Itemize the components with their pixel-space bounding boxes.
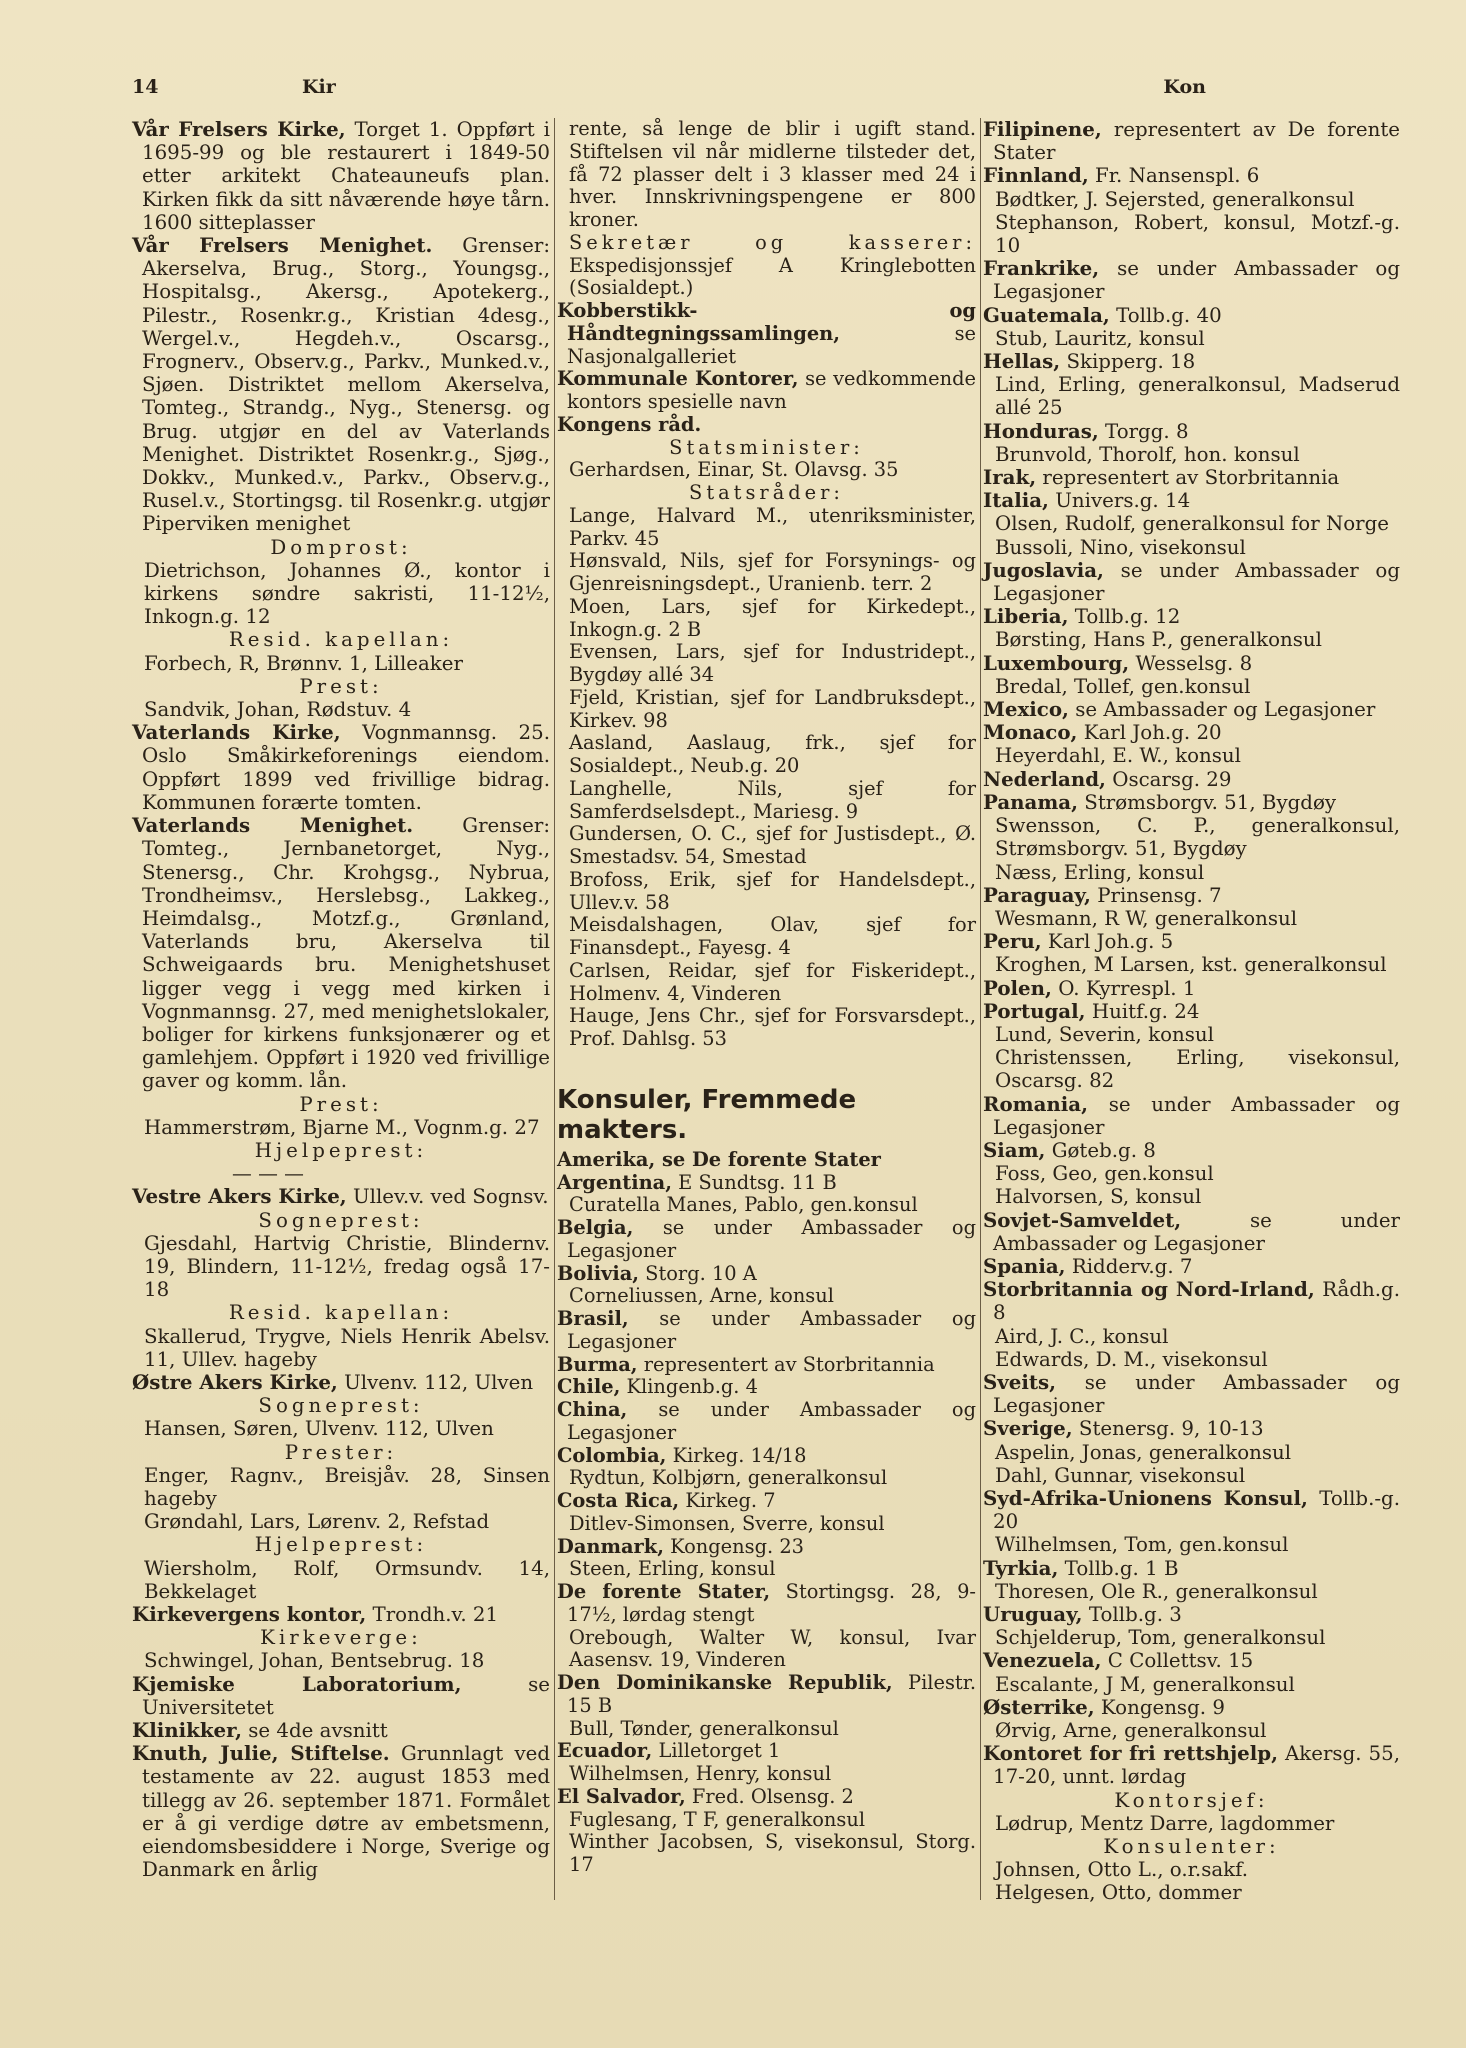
- directory-entry: [983, 118, 1400, 164]
- person-line: Halvorsen, S, konsul: [995, 1185, 1202, 1209]
- entry-name: Kirkevergens kontor,: [132, 1602, 367, 1626]
- person-line: Langhelle, Nils, sjef for Samferdselsdept., Mariesg. 9: [569, 776, 976, 823]
- entry-name: Jugoslavia,: [983, 557, 1104, 582]
- entry-text: Fred. Olsensg. 2: [685, 1784, 854, 1808]
- entry-text: representert av Storbritannia: [637, 1352, 935, 1376]
- entry-text: Tollb.g. 1 B: [1058, 1556, 1179, 1580]
- person-line: Bussoli, Nino, visekonsul: [995, 535, 1246, 559]
- directory-entry: [983, 164, 1400, 187]
- entry-text: Ulvenv. 112, Ulven: [337, 1370, 534, 1394]
- entry-name: Guatemala,: [983, 302, 1110, 327]
- entry-text: Torgg. 8: [1098, 419, 1189, 443]
- entry-text: se under Ambassader og Legasjoner: [993, 1208, 1400, 1255]
- person-line: Bredal, Tollef, gen.konsul: [995, 674, 1251, 698]
- entry-name: Brasil,: [557, 1307, 629, 1330]
- entry-name: Frankrike,: [983, 256, 1100, 281]
- directory-entry: [557, 300, 976, 368]
- person-line: Sandvik, Johan, Rødstuv. 4: [144, 698, 412, 722]
- directory-entry: [983, 304, 1400, 327]
- directory-entry: [983, 721, 1400, 744]
- directory-entry: [983, 1603, 1400, 1626]
- directory-entry: [132, 234, 550, 536]
- person-line: Thoresen, Ole R., generalkonsul: [995, 1579, 1318, 1603]
- entry-name: Vaterlands Kirke,: [132, 720, 341, 745]
- directory-entry: [983, 1487, 1400, 1533]
- entry-name: Klinikker,: [132, 1718, 242, 1743]
- directory-entry: [983, 605, 1400, 628]
- entry-text: Rådh.g. 8: [993, 1278, 1400, 1325]
- entry-text: Huitf.g. 24: [1085, 999, 1200, 1023]
- directory-entry: [983, 559, 1400, 605]
- entry-name: Østre Akers Kirke,: [132, 1369, 338, 1394]
- entry-text: Prinsensg. 7: [1090, 883, 1222, 907]
- directory-entry: [983, 698, 1400, 721]
- entry-name: Monaco,: [983, 720, 1078, 745]
- person-line: Orebough, Walter W, konsul, Ivar Aasensv. 19, Vinderen: [569, 1625, 976, 1672]
- entry-text: Vognmannsg. 25. Oslo Småkirkeforenings eiendom. Oppført 1899 ved frivillige bidrag. Kommunen forærte tomten.: [142, 721, 550, 814]
- person-line: Heyerdahl, E. W., konsul: [995, 744, 1241, 768]
- entry-text: Tollb.g. 3: [1082, 1603, 1182, 1626]
- entry-name: Venezuela,: [983, 1648, 1102, 1673]
- directory-entry: [557, 1399, 976, 1445]
- role-heading: Konsulenter:: [1103, 1835, 1280, 1859]
- entry-name: Polen,: [983, 975, 1052, 1000]
- entry-text: Skipperg. 18: [1060, 350, 1196, 374]
- vacant-marker: — — —: [232, 1162, 304, 1186]
- entry-text: Tollb.-g. 20: [993, 1486, 1400, 1534]
- entry-name: Romania,: [983, 1091, 1088, 1116]
- person-line: Brofoss, Erik, sjef for Handelsdept., Ullev.v. 58: [569, 867, 976, 914]
- header-keyword-left: Kir: [302, 76, 336, 98]
- directory-entry: [983, 1255, 1400, 1278]
- entry-text: O. Kyrrespl. 1: [1051, 976, 1196, 1000]
- directory-entry: [983, 1000, 1400, 1023]
- person-line: Wilhelmsen, Henry, konsul: [569, 1762, 832, 1785]
- secretary-line: [557, 232, 976, 300]
- entry-name: Mexico,: [983, 697, 1069, 722]
- entry-text: se 4de avsnitt: [241, 1719, 388, 1743]
- person-line: Schjelderup, Tom, generalkonsul: [995, 1626, 1326, 1650]
- entry-name: De forente Stater,: [557, 1580, 771, 1603]
- entry-name: El Salvador,: [557, 1784, 686, 1808]
- entry-text: Stenersg. 9, 10-13: [1072, 1417, 1264, 1441]
- entry-text: Trondh.v. 21: [366, 1603, 499, 1626]
- entry-text: se under Ambassader og Legasjoner: [993, 1370, 1400, 1418]
- person-line: Wiersholm, Rolf, Ormsundv. 14, Bekkelaget: [144, 1556, 550, 1603]
- entry-name: Hellas,: [983, 349, 1061, 374]
- directory-entry: [132, 1742, 550, 1881]
- entry-name: Irak,: [983, 465, 1037, 490]
- person-line: Helgesen, Otto, dommer: [995, 1881, 1242, 1905]
- directory-entry: [983, 977, 1400, 1000]
- section-heading: Konsuler, Fremmede makters.: [557, 1084, 857, 1145]
- entry-text: se under Ambassader og Legasjoner: [993, 1092, 1400, 1139]
- role-heading: Prest:: [299, 1092, 383, 1116]
- person-line: Christenssen, Erling, visekonsul, Oscarsg. 82: [995, 1046, 1400, 1093]
- person-line: Wesmann, R W, generalkonsul: [995, 906, 1298, 930]
- entry-text: se under Ambassader og Legasjoner: [993, 257, 1400, 304]
- person-line: Lind, Erling, generalkonsul, Madserud allé 25: [995, 373, 1400, 420]
- directory-entry: [983, 768, 1400, 791]
- directory-entry: [557, 1445, 976, 1468]
- person-line: Meisdalshagen, Olav, sjef for Finansdept., Fayesg. 4: [569, 913, 976, 959]
- person-line: Johnsen, Otto L., o.r.sakf.: [995, 1858, 1249, 1882]
- entry-text: Strømsborgv. 51, Bygdøy: [1078, 790, 1337, 814]
- entry-name: Vår Frelsers Kirke,: [132, 117, 346, 141]
- person-line: Ditlev-Simonsen, Sverre, konsul: [569, 1511, 885, 1535]
- entry-name: Uruguay,: [983, 1602, 1083, 1626]
- directory-entry: [557, 1740, 976, 1763]
- entry-name: Filipinene,: [983, 117, 1102, 141]
- person-line: Grøndahl, Lars, Lørenv. 2, Refstad: [144, 1510, 490, 1534]
- entry-text: C Collettsv. 15: [1101, 1649, 1254, 1673]
- person-line: Corneliussen, Arne, konsul: [569, 1284, 834, 1308]
- entry-name: Liberia,: [983, 604, 1069, 629]
- directory-entry: [983, 930, 1400, 953]
- directory-entry: [983, 791, 1400, 814]
- entry-text: Ridderv.g. 7: [1065, 1254, 1193, 1278]
- directory-entry: [557, 1536, 976, 1559]
- entry-name: Ecuador,: [557, 1739, 653, 1763]
- entry-text: Kongensg. 23: [663, 1534, 805, 1558]
- person-line: Dietrichson, Johannes Ø., kontor i kirkens søndre sakristi, 11-12½, Inkogn.g. 12: [144, 558, 550, 629]
- directory-entry: [983, 1278, 1400, 1324]
- entry-name: Argentina,: [557, 1170, 672, 1194]
- directory-entry: [983, 1557, 1400, 1580]
- entry-text: se under Ambassader og Legasjoner: [993, 558, 1400, 606]
- entry-name: Italia,: [983, 488, 1049, 513]
- directory-entry: [557, 1786, 976, 1809]
- entry-name: Chile,: [557, 1375, 621, 1399]
- person-line: Wilhelmsen, Tom, gen.konsul: [995, 1533, 1289, 1557]
- person-line: Steen, Erling, konsul: [569, 1557, 776, 1581]
- entry-name: Vår Frelsers Menighet.: [132, 233, 433, 258]
- directory-entry: [557, 368, 976, 414]
- continued-text: rente, så lenge de blir i ugift stand. Stiftelsen vil når midlerne tilsteder det, få 72 plasser delt i 3 klasser med 24 i hver. Innskrivningspengene er 800 kroner.: [569, 117, 976, 231]
- person-line: Hansen, Søren, Ulvenv. 112, Ulven: [144, 1417, 494, 1441]
- column-2: [557, 118, 976, 1877]
- role-heading: Hjelpeprest:: [254, 1533, 428, 1557]
- entry-text: Karl Joh.g. 20: [1077, 721, 1222, 745]
- person-line: Brunvold, Thorolf, hon. konsul: [995, 442, 1300, 466]
- entry-name: Vestre Akers Kirke,: [132, 1184, 347, 1209]
- entry-text: Grenser: Akerselva, Brug., Storg., Youngsg., Hospitalsg., Akersg., Apotekerg., Pilestr., Rosenkr.g., Kristian 4desg., Wergel.v., Hegdeh.v., Oscarsg., Frognerv., Observ.g., Parkv., Munked.v., Sjøen. Distriktet mellom Akerselva, Tomteg., Strandg., Nyg., Stenersg. og Brug. utgjør en del av Vaterlands Menighet. Distriktet Rosenkr.g., Sjøg., Dokkv., Munked.v., Parkv., Observ.g., Rusel.v., Stortingsg. til Rosenkr.g. utgjør Piperviken menighet: [142, 234, 550, 536]
- entry-text: Wesselsg. 8: [1129, 651, 1253, 675]
- person-line: Aird, J. C., konsul: [995, 1324, 1169, 1348]
- column-divider: [980, 118, 981, 1900]
- directory-entry: [132, 814, 550, 1092]
- directory-entry: [983, 1417, 1400, 1440]
- entry-text: Lilletorget 1: [652, 1739, 781, 1763]
- person-line: Carlsen, Reidar, sjef for Fiskeridept., Holmenv. 4, Vinderen: [569, 958, 976, 1005]
- directory-entry: [557, 1581, 976, 1627]
- directory-entry: [132, 1603, 550, 1626]
- entry-text: Kirkeg. 7: [679, 1489, 776, 1512]
- directory-entry: [983, 1742, 1400, 1788]
- directory-entry: [132, 1719, 550, 1742]
- role-heading: Resid. kapellan:: [228, 1301, 454, 1325]
- person-line: Aasland, Aaslaug, frk., sjef for Sosialdept., Neub.g. 20: [569, 731, 976, 777]
- person-line: Edwards, D. M., visekonsul: [995, 1347, 1268, 1371]
- entry-name: Sveits,: [983, 1369, 1057, 1394]
- person-line: Lange, Halvard M., utenriksminister, Parkv. 45: [569, 503, 976, 550]
- directory-entry: [983, 489, 1400, 512]
- entry-name: Siam,: [983, 1137, 1046, 1162]
- entry-name: China,: [557, 1398, 628, 1421]
- directory-entry: [983, 466, 1400, 489]
- directory-entry: [132, 1185, 550, 1208]
- entry-name: Østerrike,: [983, 1694, 1095, 1719]
- directory-entry: [983, 1696, 1400, 1719]
- directory-entry: [983, 350, 1400, 373]
- entry-name: Luxembourg,: [983, 650, 1130, 675]
- role-heading: Kontorsjef:: [1114, 1788, 1269, 1812]
- person-line: Fjeld, Kristian, sjef for Landbruksdept., Kirkev. 98: [569, 685, 976, 732]
- person-line: Gundersen, O. C., sjef for Justisdept., Ø. Smestadsv. 54, Smestad: [569, 822, 976, 868]
- entry-text: E Sundtsg. 11 B: [672, 1170, 837, 1194]
- entry-text: Univers.g. 14: [1048, 489, 1191, 513]
- page-number: 14: [132, 76, 159, 98]
- role-heading: Prester:: [284, 1440, 398, 1464]
- person-line: Lødrup, Mentz Darre, lagdommer: [995, 1811, 1335, 1835]
- entry-text: Kirkeg. 14/18: [666, 1443, 807, 1467]
- entry-name: Honduras,: [983, 418, 1099, 443]
- person-line: Hammerstrøm, Bjarne M., Vognm.g. 27: [144, 1115, 540, 1139]
- person-line: Rydtun, Kolbjørn, generalkonsul: [569, 1466, 888, 1490]
- person-line: Ørvig, Arne, generalkonsul: [995, 1719, 1267, 1743]
- directory-entry: [132, 1673, 550, 1719]
- person-line: Stub, Lauritz, konsul: [995, 326, 1205, 350]
- role-label: Sekretær og kasserer:: [569, 230, 976, 254]
- column-3: [983, 118, 1400, 1905]
- entry-name: Kobberstikk- og Håndtegningssamlingen,: [557, 299, 976, 345]
- entry-name: Colombia,: [557, 1443, 667, 1467]
- entry-text: Grenser: Tomteg., Jernbanetorget, Nyg., Stenersg., Chr. Krohgsg., Nybrua, Trondheimsv., Herslebsg., Lakkeg., Heimdalsg., Motzf.g., Grønland, Vaterlands bru, Akerselva til Schweigaards bru. Menighetshuset ligger vegg i vegg med kirken i Vognmannsg. 27, med menighetslokaler, boliger for kirkens funksjonærer og et gamlehjem. Oppført i 1920 ved frivillige gaver og komm. lån.: [142, 814, 550, 1093]
- person-line: Skallerud, Trygve, Niels Henrik Abelsv. 11, Ullev. hageby: [144, 1324, 550, 1371]
- entry-text: Tollb.g. 40: [1109, 303, 1222, 327]
- role-heading: Domprost:: [270, 535, 412, 559]
- role-heading: Kirkeverge:: [260, 1626, 422, 1650]
- directory-entry: [132, 721, 550, 814]
- entry-text: se under Ambassader og Legasjoner: [567, 1398, 976, 1444]
- entry-text: se Universitetet: [142, 1672, 550, 1719]
- entry-text: Gøteb.g. 8: [1045, 1138, 1156, 1162]
- entry-name: Amerika, se De forente Stater: [557, 1147, 881, 1171]
- role-heading: Prest:: [299, 674, 383, 698]
- entry-name: Kjemiske Laboratorium,: [132, 1671, 462, 1696]
- person-line: Aspelin, Jonas, generalkonsul: [995, 1440, 1292, 1464]
- directory-entry: [557, 1217, 976, 1263]
- person-line: Curatella Manes, Pablo, gen.konsul: [569, 1193, 918, 1217]
- entry-text: Akersg. 55, 17-20, unnt. lørdag: [993, 1742, 1400, 1789]
- entry-text: se under Ambassader og Legasjoner: [567, 1216, 976, 1262]
- person-line: Moen, Lars, sjef for Kirkedept., Inkogn.g. 2 B: [569, 594, 976, 641]
- entry-name: Kontoret for fri rettshjelp,: [983, 1741, 1278, 1766]
- role-heading: Resid. kapellan:: [228, 628, 454, 652]
- entry-text: se under Ambassader og Legasjoner: [567, 1307, 976, 1353]
- directory-entry: [557, 1376, 976, 1399]
- entry-text: Stortingsg. 28, 9-17½, lørdag stengt: [567, 1580, 976, 1626]
- directory-entry: [557, 1354, 976, 1377]
- person-line: Hauge, Jens Chr., sjef for Forsvarsdept., Prof. Dahlsg. 53: [569, 1004, 976, 1050]
- person-line: Gerhardsen, Einar, St. Olavsg. 35: [569, 458, 899, 482]
- role-heading: Statsminister:: [669, 435, 864, 459]
- person-line: Bødtker, J. Sejersted, generalkonsul: [995, 187, 1355, 211]
- entry-name: Paraguay,: [983, 882, 1091, 907]
- person-line: Børsting, Hans P., generalkonsul: [995, 628, 1322, 652]
- entry-name: Sovjet-Samveldet,: [983, 1207, 1182, 1232]
- entry-text: se Ambassader og Legasjoner: [1068, 698, 1376, 722]
- entry-name: Bolivia,: [557, 1261, 640, 1285]
- entry-name: Finnland,: [983, 163, 1089, 188]
- entry-name: Syd-Afrika-Unionens Konsul,: [983, 1485, 1308, 1510]
- person-line: Olsen, Rudolf, generalkonsul for Norge: [995, 512, 1389, 536]
- directory-entry: [983, 1139, 1400, 1162]
- person-line: Næss, Erling, konsul: [995, 860, 1205, 884]
- directory-entry: [557, 1490, 976, 1513]
- role-heading: Sogneprest:: [258, 1208, 424, 1232]
- entry-name: Peru,: [983, 929, 1042, 954]
- entry-name: Costa Rica,: [557, 1489, 680, 1512]
- role-heading: Statsråder:: [689, 481, 844, 504]
- role-heading: Hjelpeprest:: [254, 1138, 428, 1162]
- entry-name: Kongens råd.: [557, 412, 702, 436]
- person-line: Escalante, J M, generalkonsul: [995, 1672, 1295, 1696]
- column-divider: [554, 118, 555, 1900]
- person-line: Lund, Severin, konsul: [995, 1022, 1214, 1046]
- column-1: [132, 118, 550, 1881]
- entry-name: Den Dominikanske Republik,: [557, 1671, 893, 1694]
- person-line: Dahl, Gunnar, visekonsul: [995, 1463, 1246, 1487]
- directory-entry: [557, 1308, 976, 1354]
- entry-text: Kongensg. 9: [1094, 1695, 1225, 1719]
- directory-entry: [983, 1209, 1400, 1255]
- directory-entry: [557, 1672, 976, 1718]
- person-line: Gjesdahl, Hartvig Christie, Blindernv. 19, Blindern, 11-12½, fredag også 17-18: [144, 1231, 550, 1302]
- entry-name: Spania,: [983, 1253, 1066, 1278]
- entry-text: Torget 1. Oppført i 1695-99 og ble restaurert i 1849-50 etter arkitekt Chateauneufs plan. Kirken fikk da sitt nåværende høye tårn. 1600 sitteplasser: [142, 118, 550, 234]
- directory-entry: [983, 1649, 1400, 1672]
- person-line: Foss, Geo, gen.konsul: [995, 1162, 1214, 1186]
- entry-text: Oscarsg. 29: [1105, 767, 1232, 791]
- person-line: Forbech, R, Brønnv. 1, Lilleaker: [144, 651, 463, 675]
- entry-text: Storg. 10 A: [639, 1261, 757, 1285]
- entry-text: representert av Storbritannia: [1036, 466, 1340, 490]
- entry-name: Panama,: [983, 789, 1078, 814]
- entry-name: Nederland,: [983, 766, 1106, 791]
- directory-entry: [557, 1172, 976, 1195]
- entry-text: se vedkommende kontors spesielle navn: [567, 367, 976, 413]
- person-line: Stephanson, Robert, konsul, Motzf.-g. 10: [995, 210, 1400, 258]
- entry-name: Belgia,: [557, 1216, 634, 1239]
- person-line: Swensson, C. P., generalkonsul, Strømsborgv. 51, Bygdøy: [995, 814, 1400, 861]
- directory-entry: [983, 420, 1400, 443]
- person-line: Evensen, Lars, sjef for Industridept., Bygdøy allé 34: [569, 640, 976, 686]
- directory-entry: [132, 1371, 550, 1394]
- person-line: Schwingel, Johan, Bentsebrug. 18: [144, 1649, 485, 1673]
- entry-name: Portugal,: [983, 998, 1086, 1023]
- running-header: [132, 76, 1206, 104]
- directory-entry: [132, 118, 550, 234]
- directory-entry: [557, 414, 976, 437]
- person-line: Winther Jacobsen, S, visekonsul, Storg. 17: [569, 1830, 976, 1876]
- directory-entry: [557, 1149, 976, 1172]
- role-text: Ekspedisjonssjef A Kringlebotten (Sosialdept.): [569, 253, 976, 300]
- entry-text: Klingenb.g. 4: [620, 1375, 758, 1399]
- directory-entry: [983, 652, 1400, 675]
- person-line: Kroghen, M Larsen, kst. generalkonsul: [995, 953, 1387, 977]
- entry-name: Tyrkia,: [983, 1555, 1059, 1580]
- header-keyword-right: Kon: [1163, 76, 1206, 98]
- directory-entry: [983, 1093, 1400, 1139]
- entry-name: Knuth, Julie, Stiftelse.: [132, 1741, 390, 1766]
- entry-text: Fr. Nansenspl. 6: [1088, 164, 1260, 188]
- entry-text: Grunnlagt ved testamente av 22. august 1853 med tillegg av 26. september 1871. Formålet er å gi verdige døtre av embetsmenn, eiendomsbesiddere i Norge, Sverige og Danmark en årlig: [142, 1742, 550, 1882]
- entry-name: Burma,: [557, 1352, 638, 1376]
- directory-entry: [557, 1263, 976, 1286]
- person-line: Hønsvald, Nils, sjef for Forsynings- og Gjenreisningsdept., Uranienb. terr. 2: [569, 549, 976, 595]
- person-line: Fuglesang, T F, generalkonsul: [569, 1807, 866, 1831]
- person-line: Enger, Ragnv., Breisjåv. 28, Sinsen hageby: [144, 1463, 550, 1510]
- role-heading: Sogneprest:: [258, 1394, 424, 1418]
- entry-text: Tollb.g. 12: [1068, 605, 1181, 629]
- entry-text: Ullev.v. ved Sognsv.: [346, 1185, 549, 1209]
- entry-text: Karl Joh.g. 5: [1041, 930, 1174, 954]
- entry-name: Vaterlands Menighet.: [132, 813, 414, 838]
- entry-text: se Nasjonalgalleriet: [567, 321, 976, 368]
- entry-name: Sverige,: [983, 1416, 1073, 1441]
- directory-entry: [983, 884, 1400, 907]
- entry-name: Storbritannia og Nord-Irland,: [983, 1277, 1315, 1302]
- entry-name: Danmark,: [557, 1534, 664, 1558]
- entry-text: representert av De forente Stater: [993, 118, 1400, 165]
- directory-entry: [983, 257, 1400, 303]
- entry-text: Pilestr. 15 B: [567, 1671, 977, 1717]
- person-line: Bull, Tønder, generalkonsul: [569, 1716, 839, 1740]
- entry-name: Kommunale Kontorer,: [557, 367, 799, 391]
- directory-entry: [983, 1371, 1400, 1417]
